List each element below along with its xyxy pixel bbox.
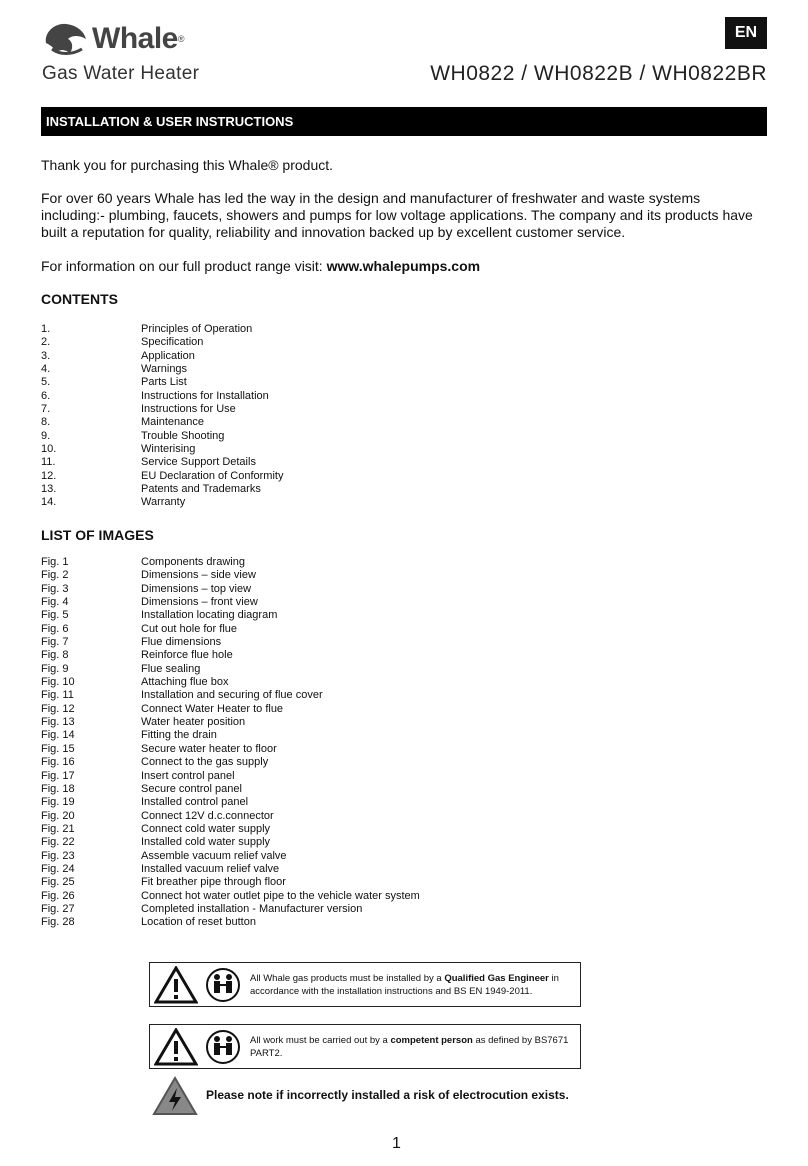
figure-number: Fig. 23 (41, 849, 75, 862)
figure-label: Installed vacuum relief valve (141, 862, 280, 875)
brand-name: Whale (92, 22, 178, 55)
figure-label: Installation locating diagram (141, 609, 278, 622)
contents-item (41, 390, 601, 403)
figure-number: Fig. 4 (41, 596, 69, 609)
registered-mark: ® (177, 34, 185, 44)
figure-item (41, 716, 601, 729)
figure-number: Fig. 3 (41, 582, 69, 595)
contents-number: 10. (41, 443, 57, 456)
contents-label: Trouble Shooting (141, 429, 225, 442)
figure-item (41, 756, 601, 769)
contents-number: 1. (41, 323, 51, 335)
figure-item (41, 596, 601, 609)
figure-number: Fig. 25 (41, 876, 75, 889)
figure-label: Fitting the drain (141, 729, 217, 742)
contents-item (41, 350, 601, 363)
thanks-paragraph: Thank you for purchasing this Whale® product. (41, 157, 334, 173)
figure-number: Fig. 9 (41, 662, 69, 675)
figure-item (41, 609, 601, 622)
contents-label: EU Declaration of Conformity (141, 469, 284, 482)
contents-item (41, 323, 601, 336)
figure-number: Fig. 21 (41, 822, 75, 835)
figure-item (41, 770, 601, 783)
warning-triangle-icon (154, 966, 198, 1004)
contents-label: Specification (141, 336, 204, 349)
figure-number: Fig. 2 (41, 569, 69, 582)
figure-label: Flue sealing (141, 662, 201, 675)
figure-label: Installation and securing of flue cover (141, 689, 323, 702)
figure-label: Dimensions – top view (141, 582, 252, 595)
figure-item (41, 649, 601, 662)
figure-label: Dimensions – side view (141, 569, 256, 582)
warning-triangle-icon (154, 1028, 198, 1066)
contents-item (41, 430, 601, 443)
figure-item (41, 863, 601, 876)
contents-label: Application (141, 349, 195, 362)
figure-number: Fig. 1 (41, 556, 69, 568)
contents-item (41, 443, 601, 456)
figure-number: Fig. 14 (41, 729, 75, 742)
warning-2-pre: All work must be carried out by a (250, 1034, 391, 1046)
website-link[interactable]: www.whalepumps.com (326, 258, 481, 274)
figure-label: Water heater position (141, 716, 246, 729)
figure-label: Installed cold water supply (141, 836, 271, 849)
warning-text-2 (250, 1034, 570, 1060)
warning-1-post: in accordance with the installation instructions and BS EN 1949-2011. (250, 972, 559, 997)
figure-number: Fig. 28 (41, 916, 75, 929)
figure-label: Cut out hole for flue (141, 622, 238, 635)
figure-label: Dimensions – front view (141, 596, 258, 609)
contents-label: Parts List (141, 376, 187, 389)
contents-label: Maintenance (141, 416, 204, 429)
contents-heading: CONTENTS (41, 291, 118, 307)
contents-label: Winterising (141, 443, 196, 456)
figure-number: Fig. 27 (41, 902, 75, 915)
figure-number: Fig. 22 (41, 836, 75, 849)
figure-number: Fig. 7 (41, 636, 69, 649)
figure-number: Fig. 15 (41, 742, 75, 755)
info-prefix: For information on our full product range visit: (41, 258, 327, 274)
history-paragraph: For over 60 years Whale has led the way in the design and manufacturer of freshwater and waste systems including:- plumbing, faucets, showers and pumps for low voltage applications. The company and its products have built a reputation for quality, reliability and innovation backed up by excellent customer service. (41, 190, 753, 240)
figure-item (41, 729, 601, 742)
figure-number: Fig. 26 (41, 889, 75, 902)
figure-item (41, 823, 601, 836)
figure-label: Insert control panel (141, 769, 235, 782)
contents-number: 6. (41, 389, 51, 402)
contents-label: Instructions for Installation (141, 389, 269, 402)
figure-item (41, 583, 601, 596)
contents-item (41, 403, 601, 416)
figure-number: Fig. 19 (41, 796, 75, 809)
model-numbers: WH0822 / WH0822B / WH0822BR (430, 62, 767, 85)
contents-number: 2. (41, 336, 51, 349)
product-name: Gas Water Heater (42, 63, 200, 84)
figure-number: Fig. 10 (41, 676, 75, 689)
figure-number: Fig. 8 (41, 649, 69, 662)
contents-item (41, 336, 601, 349)
warning-1-pre: All Whale gas products must be installed by a (250, 972, 445, 984)
electrocution-note: Please note if incorrectly installed a risk of electrocution exists. (206, 1088, 569, 1102)
contents-list (41, 323, 601, 510)
figure-number: Fig. 11 (41, 689, 74, 702)
figure-number: Fig. 20 (41, 809, 75, 822)
whale-tail-icon (42, 19, 88, 59)
figure-item (41, 556, 601, 569)
figure-item (41, 623, 601, 636)
figure-item (41, 876, 601, 889)
figure-label: Secure water heater to floor (141, 742, 277, 755)
contents-number: 12. (41, 469, 57, 482)
figure-number: Fig. 5 (41, 609, 69, 622)
figure-label: Connect to the gas supply (141, 756, 269, 769)
figure-item (41, 836, 601, 849)
warning-2-post: as defined by BS7671 PART2. (250, 1034, 569, 1059)
section-banner (41, 107, 767, 136)
figure-item (41, 890, 601, 903)
figure-number: Fig. 16 (41, 756, 75, 769)
electric-hazard-icon (152, 1076, 198, 1116)
figure-label: Assemble vacuum relief valve (141, 849, 287, 862)
figure-item (41, 703, 601, 716)
qualified-person-icon (206, 967, 240, 1003)
figure-number: Fig. 18 (41, 782, 75, 795)
contents-number: 9. (41, 429, 51, 442)
competent-person-icon (206, 1029, 240, 1065)
contents-number: 13. (41, 483, 57, 496)
language-badge: EN (725, 17, 767, 49)
figure-item (41, 569, 601, 582)
warning-text-1 (250, 972, 570, 998)
figure-item (41, 636, 601, 649)
contents-item (41, 483, 601, 496)
figure-label: Flue dimensions (141, 636, 222, 649)
gas-engineer-warning (149, 962, 581, 1007)
images-list (41, 556, 601, 930)
figure-item (41, 663, 601, 676)
figure-number: Fig. 12 (41, 702, 75, 715)
figure-label: Location of reset button (141, 916, 256, 929)
whale-logo (42, 18, 217, 60)
figure-label: Components drawing (141, 556, 245, 568)
contents-item (41, 470, 601, 483)
figure-number: Fig. 6 (41, 622, 69, 635)
figure-label: Reinforce flue hole (141, 649, 233, 662)
page-number: 1 (392, 1135, 401, 1152)
contents-item (41, 416, 601, 429)
contents-item (41, 456, 601, 469)
figure-item (41, 796, 601, 809)
images-heading: LIST OF IMAGES (41, 527, 154, 543)
contents-label: Warnings (141, 363, 188, 376)
figure-label: Fit breather pipe through floor (141, 876, 286, 889)
figure-number: Fig. 17 (41, 769, 75, 782)
contents-item (41, 363, 601, 376)
contents-number: 7. (41, 403, 51, 416)
contents-label: Warranty (141, 496, 186, 509)
banner-title: INSTALLATION & USER INSTRUCTIONS (46, 114, 294, 129)
figure-number: Fig. 13 (41, 716, 75, 729)
contents-item (41, 376, 601, 389)
warning-2-bold: competent person (390, 1034, 473, 1046)
figure-item (41, 743, 601, 756)
warning-1-bold: Qualified Gas Engineer (444, 972, 549, 984)
contents-label: Instructions for Use (141, 403, 236, 416)
contents-item (41, 496, 601, 509)
contents-number: 4. (41, 363, 51, 376)
figure-label: Connect 12V d.c.connector (141, 809, 274, 822)
figure-number: Fig. 24 (41, 862, 75, 875)
figure-label: Connect cold water supply (141, 822, 271, 835)
contents-number: 8. (41, 416, 51, 429)
figure-label: Secure control panel (141, 782, 242, 795)
figure-label: Connect Water Heater to flue (141, 702, 284, 715)
figure-item (41, 810, 601, 823)
figure-item (41, 916, 601, 929)
contents-label: Patents and Trademarks (141, 483, 261, 496)
figure-label: Connect hot water outlet pipe to the vehicle water system (141, 889, 420, 902)
figure-item (41, 850, 601, 863)
figure-item (41, 783, 601, 796)
contents-label: Principles of Operation (141, 323, 253, 335)
contents-number: 5. (41, 376, 51, 389)
competent-person-warning (149, 1024, 581, 1069)
figure-item (41, 903, 601, 916)
figure-item (41, 689, 601, 702)
figure-label: Completed installation - Manufacturer version (141, 902, 363, 915)
contents-number: 14. (41, 496, 57, 509)
figure-label: Installed control panel (141, 796, 249, 809)
figure-item (41, 676, 601, 689)
contents-label: Service Support Details (141, 456, 256, 469)
info-paragraph (41, 258, 767, 275)
contents-number: 3. (41, 349, 51, 362)
figure-label: Attaching flue box (141, 676, 229, 689)
contents-number: 11. (41, 456, 56, 469)
